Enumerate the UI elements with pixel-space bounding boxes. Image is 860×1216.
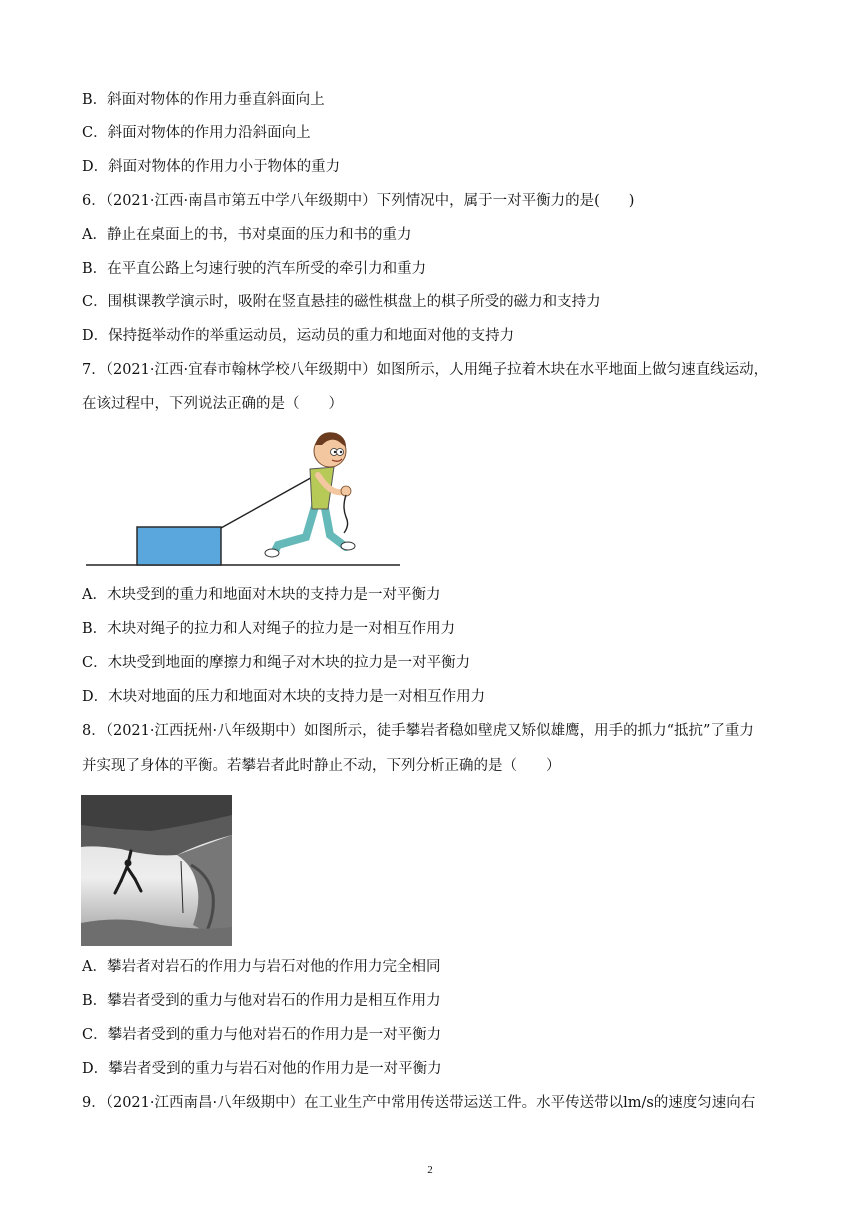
option-c: C．斜面对物体的作用力沿斜面向上 [82,125,311,141]
question-8-stem-line1: 8．（2021·江西抚州·八年级期中）如图所示，徒手攀岩者稳如壁虎又矫似雄鹰，用手的抓力“抵抗”了重力 [82,723,754,739]
q6-option-c: C．围棋课教学演示时，吸附在竖直悬挂的磁性棋盘上的棋子所受的磁力和支持力 [82,294,601,310]
q8-option-c: C．攀岩者受到的重力与他对岩石的作用力是一对平衡力 [82,1027,442,1043]
wooden-block [137,527,221,565]
question-8-stem-line2: 并实现了身体的平衡。若攀岩者此时静止不动，下列分析正确的是（ ） [82,758,561,774]
question-6-stem: 6．（2021·江西·南昌市第五中学八年级期中）下列情况中，属于一对平衡力的是( ) [82,193,635,209]
person-figure [265,432,355,557]
q7-option-d: D．木块对地面的压力和地面对木块的支持力是一对相互作用力 [82,689,486,705]
rope [221,475,316,528]
pulling-block-figure [84,425,404,571]
page-number: 2 [427,1164,433,1176]
q6-option-b: B．在平直公路上匀速行驶的汽车所受的牵引力和重力 [82,261,427,277]
q8-option-d: D．攀岩者受到的重力与岩石对他的作用力是一对平衡力 [82,1061,442,1077]
q7-option-b: B．木块对绳子的拉力和人对绳子的拉力是一对相互作用力 [82,621,456,637]
option-b: B．斜面对物体的作用力垂直斜面向上 [82,92,325,108]
option-d: D．斜面对物体的作用力小于物体的重力 [82,159,341,175]
q6-option-d: D．保持挺举动作的举重运动员，运动员的重力和地面对他的支持力 [82,328,515,344]
q8-option-b: B．攀岩者受到的重力与他对岩石的作用力是相互作用力 [82,993,441,1009]
q6-option-a: A．静止在桌面上的书，书对桌面的压力和书的重力 [82,227,412,243]
question-7-stem-line2: 在该过程中，下列说法正确的是（ ） [82,396,343,412]
question-7-stem-line1: 7．（2021·江西·宜春市翰林学校八年级期中）如图所示，人用绳子拉着木块在水平地面上做匀速直线运动， [82,362,769,378]
question-9-stem-line1: 9．（2021·江西南昌·八年级期中）在工业生产中常用传送带运送工件。水平传送带以lm/s的速度匀速向右 [82,1095,756,1111]
q8-option-a: A．攀岩者对岩石的作用力与岩石对他的作用力完全相同 [82,959,441,975]
q7-option-c: C．木块受到地面的摩擦力和绳子对木块的拉力是一对平衡力 [82,655,471,671]
rock-climber-photo [81,795,232,946]
q7-option-a: A．木块受到的重力和地面对木块的支持力是一对平衡力 [82,587,441,603]
